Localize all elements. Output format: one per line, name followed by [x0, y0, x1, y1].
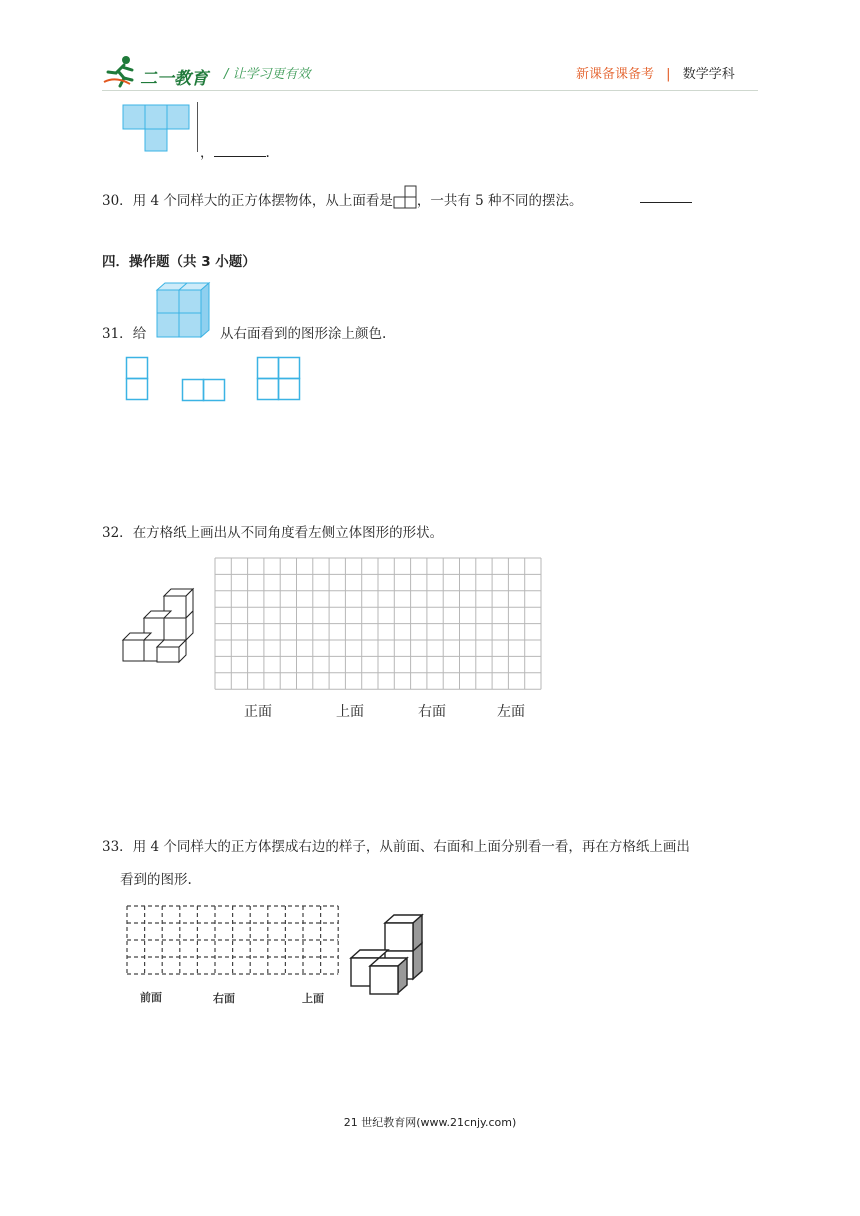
vertical-tick: [197, 102, 198, 152]
q29-period: .: [265, 145, 270, 161]
header-right: [576, 63, 735, 82]
question-31: [102, 324, 146, 344]
q32-label-left: 左面: [497, 704, 525, 720]
q30-number: 30．: [102, 193, 133, 209]
q33-dashed-grid-paper[interactable]: [125, 904, 341, 978]
q32-number: 32．: [102, 525, 133, 541]
top-view-icon: [393, 185, 417, 209]
runner-logo-icon: [102, 54, 140, 88]
q29-answer-line: [200, 142, 270, 163]
cube-stack-figure: [155, 282, 211, 340]
question-30: [102, 185, 583, 211]
logo-text: 二一教育: [140, 69, 208, 89]
footer-text: 21 世纪教育网(www.21cnjy.com): [343, 1116, 517, 1129]
q31-number: 31．: [102, 326, 133, 342]
slogan: / 让学习更有效: [224, 67, 311, 82]
q33-label-right: 右面: [213, 992, 235, 1005]
q33-cube-figure: [348, 913, 428, 997]
q30-text-after: ，一共有 5 种不同的摆法。: [416, 193, 583, 209]
header-separator: |: [666, 67, 671, 82]
q32-label-top: 上面: [336, 704, 364, 720]
question-33: [102, 837, 690, 857]
q29-comma: ，: [200, 145, 214, 161]
q32-text: 在方格纸上画出从不同角度看左侧立体图形的形状。: [132, 525, 444, 541]
q32-label-right: 右面: [418, 704, 446, 720]
q32-label-front: 正面: [244, 704, 272, 720]
q33-text-line2: 看到的图形.: [120, 872, 192, 888]
section-4-title: 四．操作题（共 3 小题）: [102, 254, 256, 270]
q32-cube-figure: [120, 586, 196, 664]
q29-answer-blank[interactable]: [214, 142, 266, 157]
q31-option-square[interactable]: [256, 356, 302, 402]
header: [0, 0, 860, 95]
q33-number: 33．: [102, 839, 133, 855]
q33-label-top: 上面: [302, 992, 324, 1005]
q30-answer-blank[interactable]: [640, 202, 692, 203]
q31-option-vertical[interactable]: [125, 356, 151, 402]
q30-text-before: 用 4 个同样大的正方体摆物体，从上面看是: [132, 193, 393, 209]
q31-text-before: 给: [132, 326, 147, 342]
q33-label-front: 前面: [140, 991, 162, 1004]
header-divider: [102, 90, 758, 91]
q32-grid-paper[interactable]: [214, 557, 544, 691]
header-subject-text: 数学学科: [682, 67, 735, 82]
q31-text-after: 从右面看到的图形涂上颜色.: [220, 326, 387, 342]
question-32: [102, 523, 443, 543]
header-course-text: 新课备课备考: [576, 67, 655, 82]
q33-text-line1: 用 4 个同样大的正方体摆成右边的样子，从前面、右面和上面分别看一看，再在方格纸上画出: [132, 839, 690, 855]
q31-option-horizontal[interactable]: [181, 378, 227, 404]
t-shape-net-figure: [122, 104, 192, 154]
